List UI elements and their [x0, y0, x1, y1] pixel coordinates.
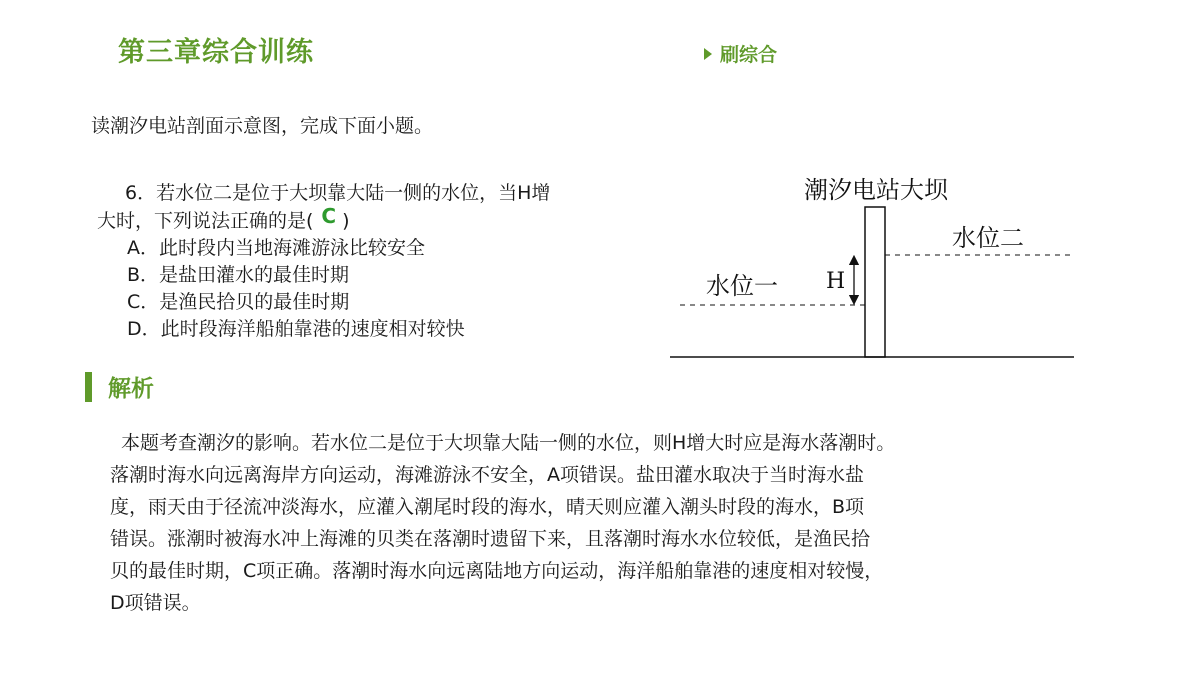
analysis-line: D项错误。	[110, 592, 201, 614]
slide-title: 第三章综合训练	[118, 37, 314, 68]
dam-wall	[865, 207, 885, 357]
question-stem-line1: 6．若水位二是位于大坝靠大陆一侧的水位，当H增	[125, 182, 551, 204]
section-tag	[704, 40, 777, 67]
question-stem-prefix: 大时，下列说法正确的是(	[97, 210, 314, 232]
analysis-title: 解析	[108, 376, 154, 402]
level-one-label: 水位一	[706, 272, 778, 300]
analysis-line: 落潮时海水向远离海岸方向运动，海滩游泳不安全，A项错误。盐田灌水取决于当时海水盐	[110, 464, 864, 486]
answer-mark: C	[321, 204, 337, 228]
intro-text: 读潮汐电站剖面示意图，完成下面小题。	[91, 115, 434, 137]
analysis-line: 贝的最佳时期，C项正确。落潮时海水向远离陆地方向运动，海洋船舶靠港的速度相对较慢，	[110, 560, 884, 582]
level-two-label: 水位二	[952, 224, 1024, 252]
question-block	[97, 180, 657, 343]
option-a: A．此时段内当地海滩游泳比较安全	[127, 237, 425, 259]
analysis-accent-bar	[85, 372, 92, 402]
option-b: B．是盐田灌水的最佳时期	[127, 264, 350, 286]
analysis-line: 度，雨天由于径流冲淡海水，应灌入潮尾时段的海水，晴天则应灌入潮头时段的海水，B项	[110, 496, 865, 518]
option-c: C．是渔民拾贝的最佳时期	[127, 291, 350, 313]
question-stem-suffix: )	[342, 210, 350, 232]
analysis-text	[110, 427, 1040, 619]
section-tag-label: 刷综合	[720, 44, 778, 66]
height-label: H	[826, 269, 846, 294]
tidal-dam-diagram	[660, 168, 1080, 368]
dam-label: 潮汐电站大坝	[804, 176, 948, 204]
question-stem-line2	[97, 204, 657, 235]
triangle-right-icon	[704, 48, 712, 60]
option-d: D．此时段海洋船舶靠港的速度相对较快	[127, 318, 465, 340]
analysis-line: 错误。涨潮时被海水冲上海滩的贝类在落潮时遗留下来，且落潮时海水水位较低，是渔民拾	[110, 528, 871, 550]
analysis-heading	[85, 370, 154, 403]
analysis-line: 本题考查潮汐的影响。若水位二是位于大坝靠大陆一侧的水位，则H增大时应是海水落潮时。	[121, 432, 896, 454]
